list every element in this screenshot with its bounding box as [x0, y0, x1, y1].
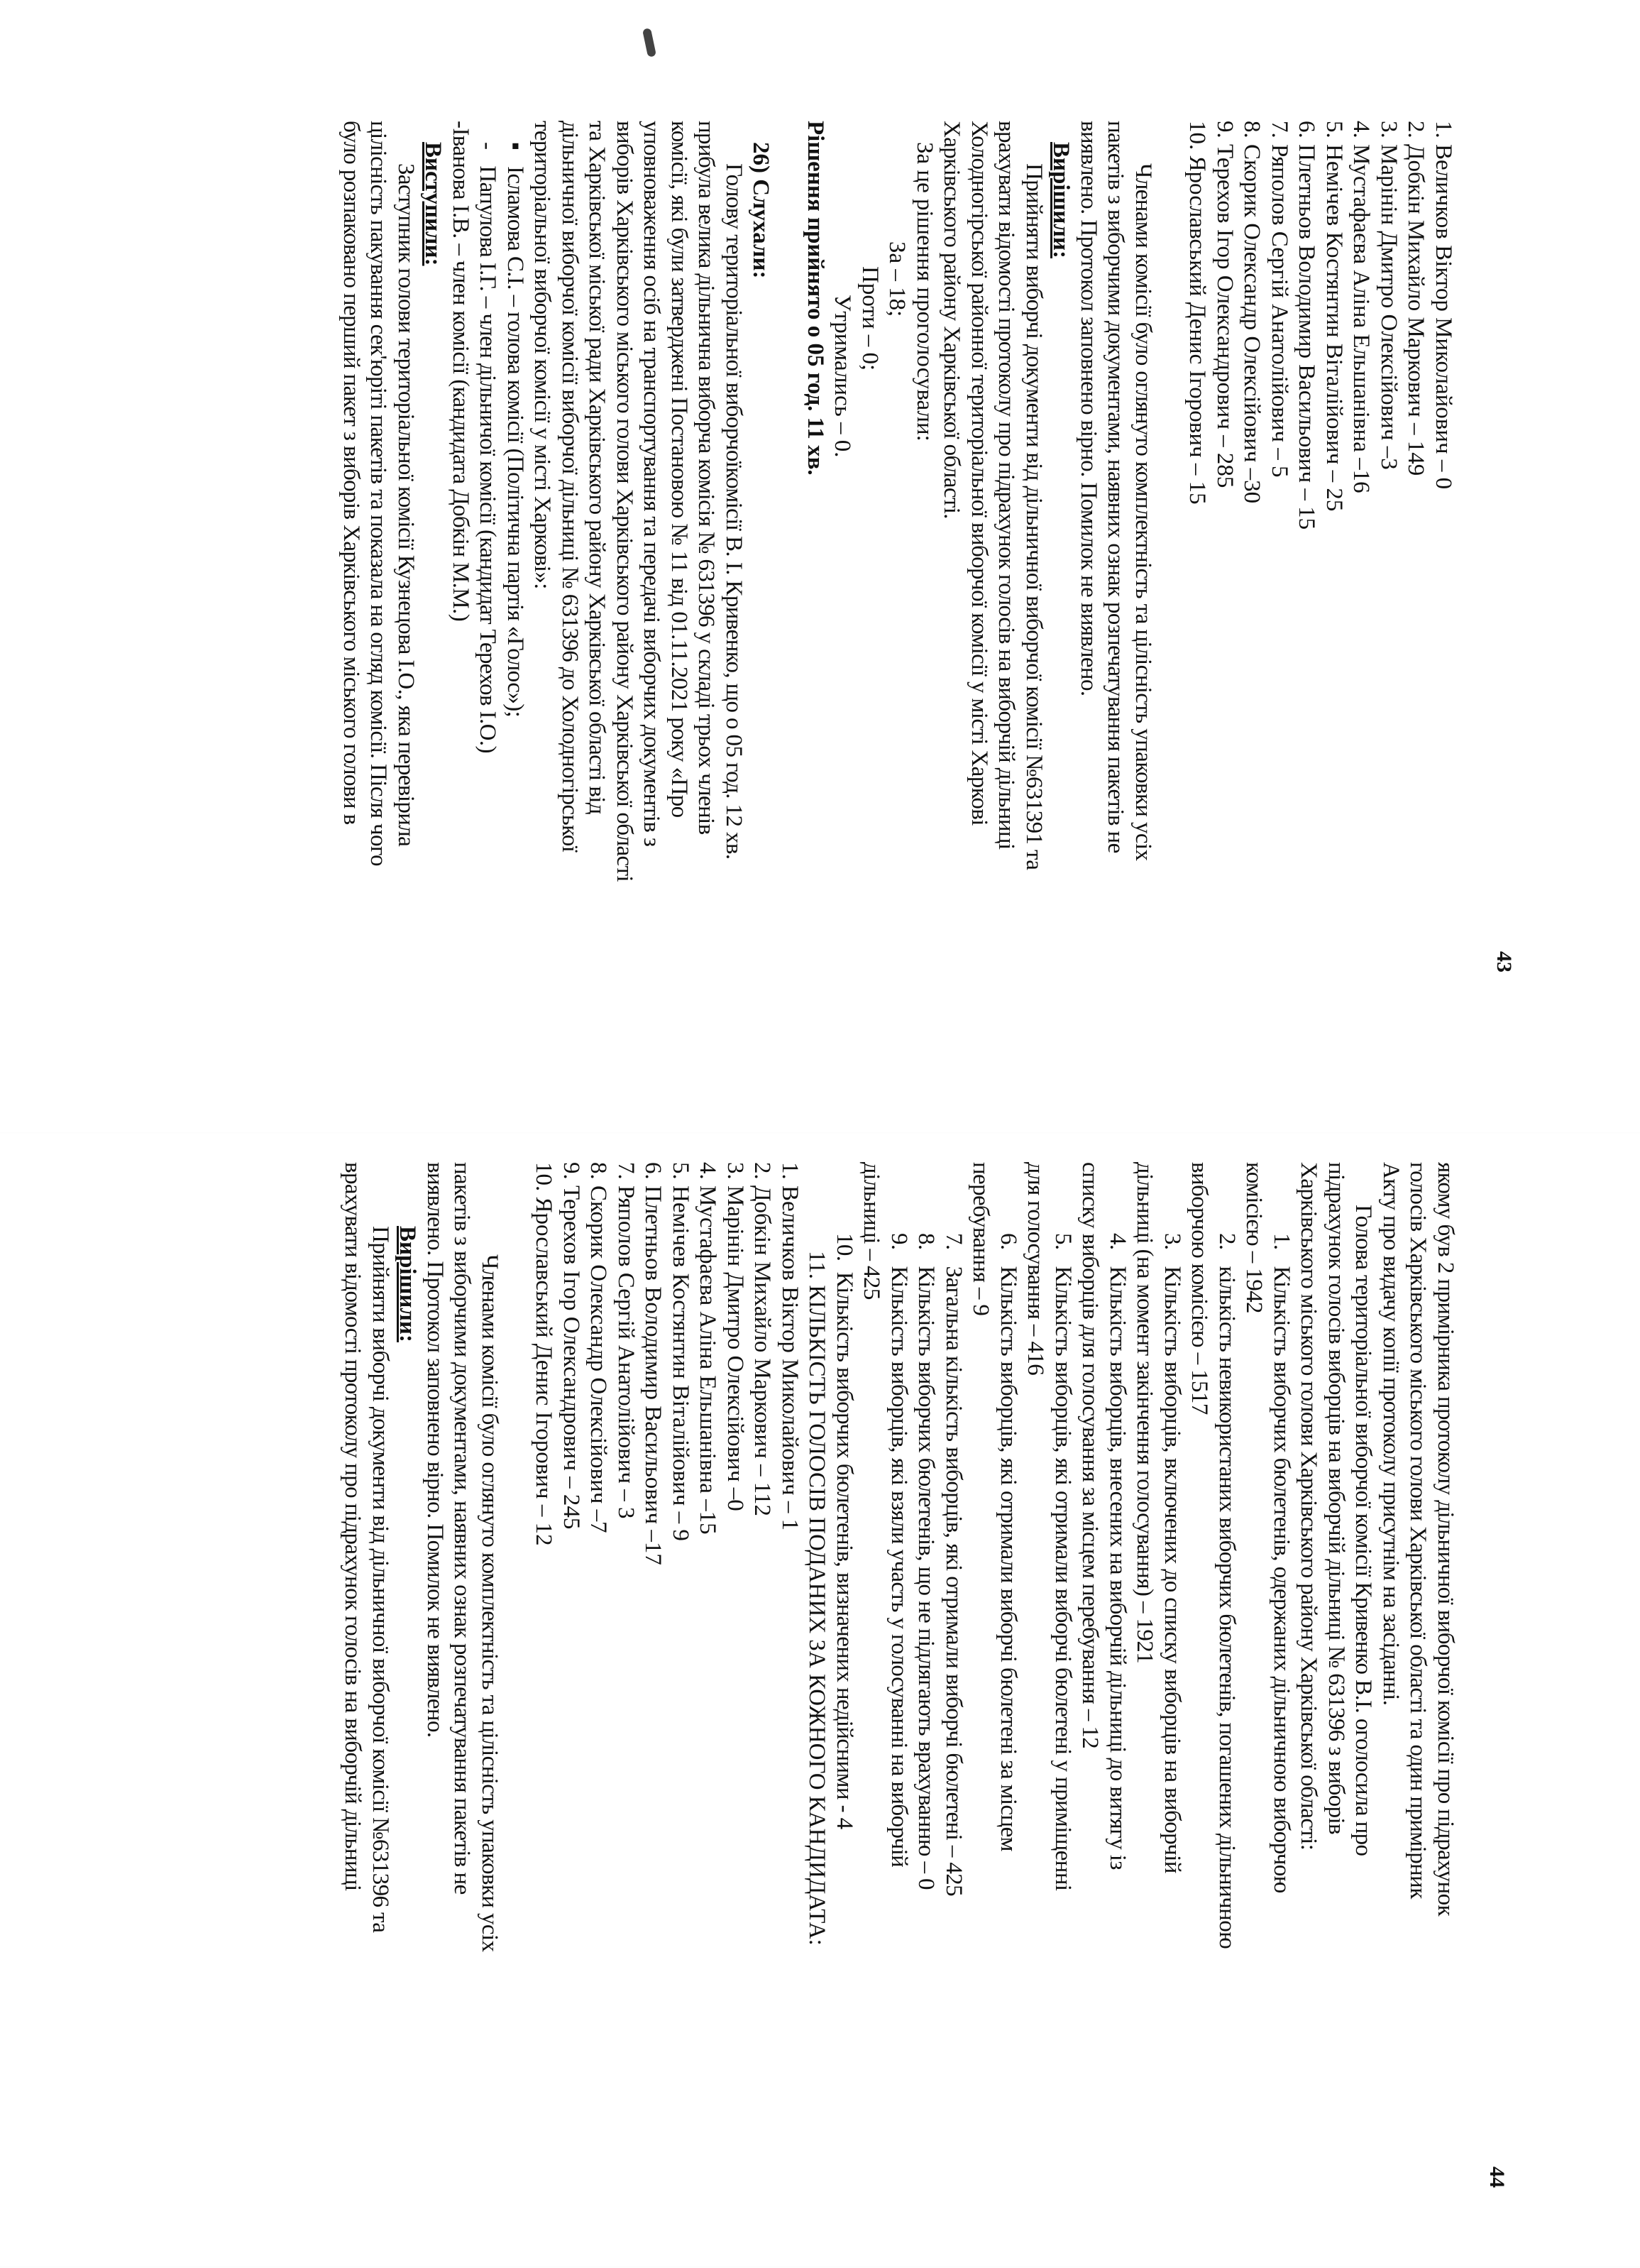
text-line: Членами комісії було оглянуто комплектність та цілісність упаковки усіх [477, 1254, 502, 1952]
member-text: Папулова І.Г. – член дільничої комісії (кандидат Терехов І.О.) [475, 165, 501, 753]
text-line: було розпаковано перший пакет з виборів Харківського міського голови в [339, 121, 364, 825]
document-page-43 [0, 0, 1640, 1132]
vote-abstain: Утримались – 0. [830, 295, 856, 458]
scan-artifact [642, 28, 656, 57]
vote-for: За – 18; [884, 241, 910, 317]
text-line: Холодногірської районної територіальної виборчої комісії у місті Харкові [967, 121, 992, 826]
stat-item [1131, 1162, 1186, 2227]
bullet-icon: ▪ [502, 142, 528, 167]
text-line: Голову територіальної виборчоїкомісії В. І. Кривенко, що о 05 год. 12 хв. [721, 163, 747, 860]
candidate-result: 7. Ряполов Сергій Анатолійович – 5 [1267, 121, 1292, 478]
stat-item [913, 1162, 940, 2227]
page-number: 44 [1485, 2166, 1509, 2188]
stat-item [1186, 1162, 1240, 2227]
text-line: Прийняти виборчі документи від дільничної виборчої комісії №631396 та [368, 1226, 393, 1933]
stat-text-continued: перебування – 9 [968, 1162, 994, 1316]
stat-text: Кількість виборців, які отримали виборчі бюлетені у приміщенні [1050, 1266, 1076, 1891]
stat-text-continued: виборчою комісією – 1517 [1187, 1162, 1213, 1415]
announce-paragraph [1295, 1162, 1377, 2227]
count-statistics-list [831, 1162, 1296, 2227]
page-body [338, 121, 1458, 994]
member-item [447, 121, 475, 994]
text-line: Голова територіальної виборчої комісії Кривенко В.І. оголосила про [1350, 1205, 1377, 1856]
candidate-results-list [530, 1162, 803, 2227]
decided-label: Вирішили: [395, 1226, 421, 1342]
document-page-44 [0, 1134, 1640, 2266]
commission-members-list [447, 121, 529, 994]
stat-number: 6. [996, 1233, 1021, 1250]
text-line: Заступник голови територіальної комісії Кузнецова І.О., яка перевірила [393, 163, 419, 847]
text-line: територіальної виборчої комісії у місті Харкові»: [529, 121, 556, 589]
text-line: Акту про видачу копії протоколу присутнім на засіданні. [1378, 1162, 1404, 1706]
candidate-result: 5. Немічев Костянтин Віталійович – 25 [1321, 121, 1347, 512]
spoke-paragraph [338, 121, 420, 994]
candidate-result: 10. Ярославський Денис Ігорович – 12 [531, 1162, 557, 1546]
inspection-paragraph [1075, 121, 1157, 994]
stat-number: 3. [1160, 1233, 1185, 1250]
stat-text-continued: дільниці (на момент закінчення голосування) – 1921 [1132, 1162, 1158, 1664]
inspection-paragraph [422, 1162, 504, 2227]
text-line: Харківського міського голови Харківського району Харківської області: [1296, 1162, 1322, 1851]
member-text: Іванова І.В. – член комісії (кандидата Добкін М.М.) [448, 128, 473, 622]
spoke-label: Виступили: [420, 142, 446, 266]
text-line: та Харківської міської ради Харківського району Харківської області від [584, 121, 610, 814]
candidate-result: 3. Марінін Дмитро Олексійович –3 [1376, 121, 1402, 470]
candidate-result: 2. Добкін Михайло Маркович – 149 [1403, 121, 1429, 476]
stat-text: Кількість виборців, включених до списку виборців на виборчій [1160, 1266, 1185, 1873]
member-text: Ісламова С.І. – голова комісії (Політична партія «Голос»); [502, 166, 528, 718]
stat-item [858, 1162, 913, 2227]
text-line: виявлено. Протокол заповнено вірно. Помилок не виявлено. [1076, 121, 1101, 696]
text-line: врахувати відомості протоколу про підрахунок голосів на виборчій дільниці [340, 1162, 366, 1891]
candidate-result: 10. Ярославський Денис Ігорович – 15 [1184, 121, 1211, 505]
text-line: виявлено. Протокол заповнено вірно. Помилок не виявлено. [422, 1162, 448, 1738]
candidate-result: 4. Мустафаєва Аліна Ельшанівна –15 [695, 1162, 721, 1535]
text-line: прибула велика дільнична виборча комісія № 631396 у складі трьох членів [693, 121, 720, 835]
candidate-result: 8. Скорик Олександр Олексійович –7 [585, 1162, 612, 1533]
stat-text-continued: комісією – 1942 [1241, 1162, 1267, 1313]
text-line: виборів Харківського міського голови Харківського району Харківської області [612, 121, 637, 882]
decision-paragraph [339, 1162, 394, 2227]
decided-label: Вирішили: [1048, 142, 1074, 258]
decision-paragraph [938, 121, 1047, 994]
text-line: цілісність пакування сек'юріті пакетів та показала на огляд комісії. Після чого [365, 121, 392, 866]
stat-number: 2. [1214, 1233, 1240, 1250]
heard-paragraph [529, 121, 747, 994]
candidate-result: 9. Терехов Ігор Олександрович – 285 [1212, 121, 1238, 488]
intro-paragraph [1377, 1162, 1460, 2227]
text-line: Членами комісії було оглянуто комплектність та цілісність упаковки усіх [1130, 163, 1156, 861]
text-line: пакетів з виборчими документами, наявних ознак розпечатування пакетів не [449, 1162, 475, 1895]
stat-text-continued: дільниці – 425 [859, 1162, 885, 1300]
voted-label: За це рішення проголосували: [912, 142, 937, 442]
text-line: уповноваження осіб на транспортування та передачі виборчих документів з [639, 121, 665, 847]
stat-text: Кількість виборчих бюлетенів, визначених недійсними - 4 [832, 1271, 857, 1829]
member-item [474, 121, 502, 994]
page-body [339, 1162, 1459, 2227]
decision-time: Рішення прийнято о 05 год. 11 хв. [803, 121, 828, 476]
stat-text: Кількість виборців, внесених на виборчій дільниці до витягу із [1105, 1266, 1130, 1870]
bullet-icon: - [475, 142, 501, 166]
stat-number: 8. [913, 1233, 940, 1250]
text-line: Харківського району Харківської області. [939, 121, 965, 519]
text-line: Прийняти виборчі документи від дільничної виборчої комісії №631391 та [1021, 163, 1047, 870]
candidate-result: 5. Немічев Костянтин Віталійович – 9 [668, 1162, 693, 1541]
stat-text: Кількість виборчих бюлетенів, що не підлягають врахуванню – 0 [913, 1266, 940, 1890]
text-line: дільничної виборчої комісії виборчої дільниці № 631396 до Холодногірської [557, 121, 583, 853]
candidate-result: 9. Терехов Ігор Олександрович – 245 [558, 1162, 584, 1530]
text-line: комісії, які були затверджені Постановою № 11 від 01.11.2021 року «Про [666, 121, 692, 818]
stat-item [1077, 1162, 1131, 2227]
stat-number: 10. [832, 1233, 857, 1261]
stat-item [1022, 1162, 1077, 2227]
stat-item [967, 1162, 1022, 2227]
candidate-result: 2. Добкін Михайло Маркович – 112 [749, 1162, 776, 1516]
stat-number: 9. [886, 1233, 912, 1250]
stat-text-continued: для голосування – 416 [1023, 1162, 1049, 1376]
candidate-results-list [1184, 121, 1457, 994]
votes-heading: 11. КІЛЬКІСТЬ ГОЛОСІВ ПОДАНИХ ЗА КОЖНОГО КАНДИДАТА: [804, 1251, 830, 1946]
stat-number: 5. [1050, 1233, 1076, 1250]
stat-text: Кількість виборчих бюлетенів, одержаних дільничною виборчою [1269, 1266, 1294, 1893]
vote-against: Проти – 0; [857, 266, 883, 371]
text-line: якому був 2 примірника протоколу дільничної виборчої комісії про підрахунок [1433, 1162, 1458, 1916]
stat-number: 4. [1105, 1233, 1130, 1250]
bullet-icon: - [448, 121, 473, 128]
text-line: підрахунок голосів виборців на виборчій дільниці № 631396 з виборів [1323, 1162, 1349, 1835]
stat-text: Кількість виборців, які взяли участь у голосуванні на виборчій [886, 1266, 912, 1868]
candidate-result: 3. Марінін Дмитро Олексійович –0 [722, 1162, 748, 1511]
page-number: 43 [1492, 951, 1516, 973]
candidate-result: 6. Плетньов Володимир Васильович –17 [640, 1162, 666, 1565]
candidate-result: 4. Мустафаєва Аліна Ельшанівна –16 [1348, 121, 1375, 493]
stat-item [831, 1162, 859, 2227]
stat-number: 7. [941, 1233, 967, 1250]
item-heading: 26) Слухали: [748, 142, 774, 279]
candidate-result: 7. Ряполов Сергій Анатолійович – 3 [613, 1162, 639, 1519]
stat-item [940, 1162, 968, 2227]
stat-text: Кількість виборців, які отримали виборчі бюлетені за місцем [996, 1266, 1021, 1851]
stat-text-continued: списку виборців для голосування за місцем перебування – 12 [1077, 1162, 1104, 1749]
candidate-result: 6. Плетньов Володимир Васильович – 15 [1294, 121, 1320, 530]
stat-text: кількість невикористаних виборчих бюлетенів, погашених дільничною [1214, 1266, 1240, 1949]
text-line: голосів Харківського міського голови Харківської області та один примірник [1405, 1162, 1431, 1899]
text-line: врахувати відомості протоколу про підрахунок голосів на виборчій дільниці [994, 121, 1020, 850]
stat-number: 1. [1269, 1233, 1294, 1250]
candidate-result: 1. Величков Віктор Миколайович – 1 [777, 1162, 803, 1531]
text-line: пакетів з виборчими документами, наявних ознак розпечатування пакетів не [1103, 121, 1129, 853]
candidate-result: 1. Величков Віктор Миколайович – 0 [1431, 121, 1456, 490]
stat-text: Загальна кількість виборців, які отримали виборчі бюлетені – 425 [941, 1266, 967, 1897]
stat-item [1240, 1162, 1295, 2227]
member-item [502, 121, 529, 994]
candidate-result: 8. Скорик Олександр Олексійович –30 [1239, 121, 1265, 504]
